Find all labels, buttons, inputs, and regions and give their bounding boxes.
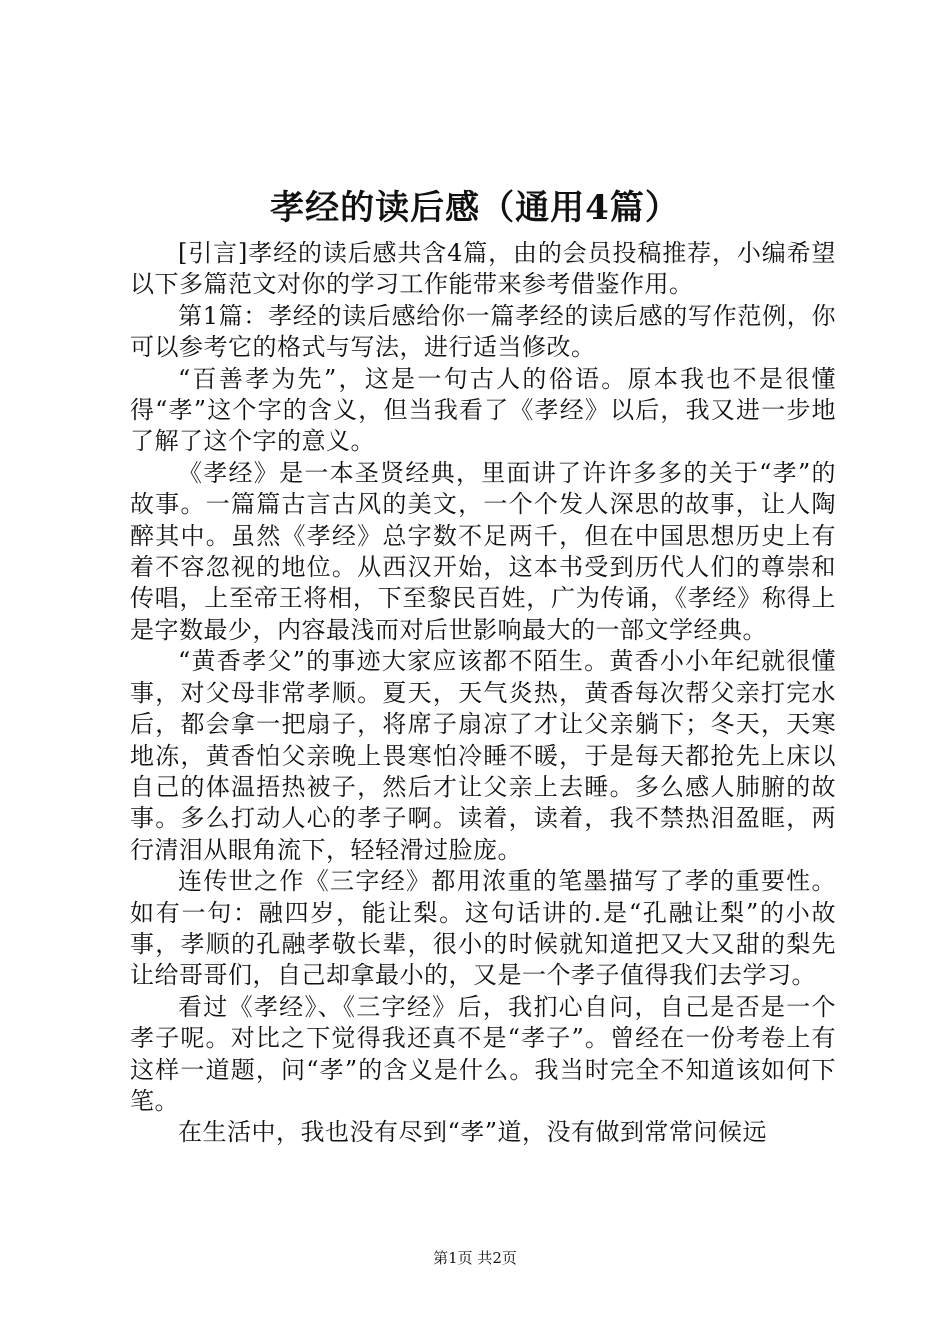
paragraph: 《孝经》是一本圣贤经典，里面讲了许许多多的关于“孝”的故事。一篇篇古言古风的美文，一个个发人深思的故事，让人陶醉其中。虽然《孝经》总字数不足两千，但在中国思想历史上有着不容忽视的地位。从西汉开始，这本书受到历代人们的尊崇和传唱，上至帝王将相，下至黎民百姓，广为传诵，《孝经》称得上是字数最少，内容最浅而对后世影响最大的一部文学经典。 <box>130 458 836 644</box>
paragraph-intro: [引言]孝经的读后感共含4篇，由的会员投稿推荐，小编希望以下多篇范文对你的学习工作能带来参考借鉴作用。 <box>130 239 836 299</box>
paragraph: 连传世之作《三字经》都用浓重的笔墨描写了孝的重要性。如有一句：融四岁，能让梨。这句话讲的.是“孔融让梨”的小故事，孝顺的孔融孝敬长辈，很小的时候就知道把又大又甜的梨先让给哥哥们，自己却拿最小的，又是一个孝子值得我们去学习。 <box>130 867 836 990</box>
paragraph: 在生活中，我也没有尽到“孝”道，没有做到常常问候远 <box>178 1118 768 1147</box>
page-footer: 第1页 共2页 <box>433 1249 517 1267</box>
paragraph: 看过《孝经》、《三字经》后，我扪心自问，自己是否是一个孝子呢。对比之下觉得我还真不是“孝子”。曾经在一份考卷上有这样一道题，问“孝”的含义是什么。我当时完全不知道该如何下笔。 <box>130 992 836 1115</box>
paragraph: “黄香孝父”的事迹大家应该都不陌生。黄香小小年纪就很懂事，对父母非常孝顺。夏天，天气炎热，黄香每次帮父亲打完水后，都会拿一把扇子，将席子扇凉了才让父亲躺下；冬天，天寒地冻，黄香怕父亲晚上畏寒怕冷睡不暖，于是每天都抢先上床以自己的体温捂热被子，然后才让父亲上去睡。多么感人肺腑的故事。多么打动人心的孝子啊。读着，读着，我不禁热泪盈眶，两行清泪从眼角流下，轻轻滑过脸庞。 <box>130 647 836 864</box>
paragraph: “百善孝为先”，这是一句古人的俗语。原本我也不是很懂得“孝”这个字的含义，但当我看了《孝经》以后，我又进一步地了解了这个字的意义。 <box>130 364 836 456</box>
document-body <box>130 238 836 1149</box>
paragraph-part-one-heading: 第1篇：孝经的读后感给你一篇孝经的读后感的写作范例，你可以参考它的格式与写法，进行适当修改。 <box>130 301 836 362</box>
document-title: 孝经的读后感（通用4篇） <box>270 188 680 228</box>
